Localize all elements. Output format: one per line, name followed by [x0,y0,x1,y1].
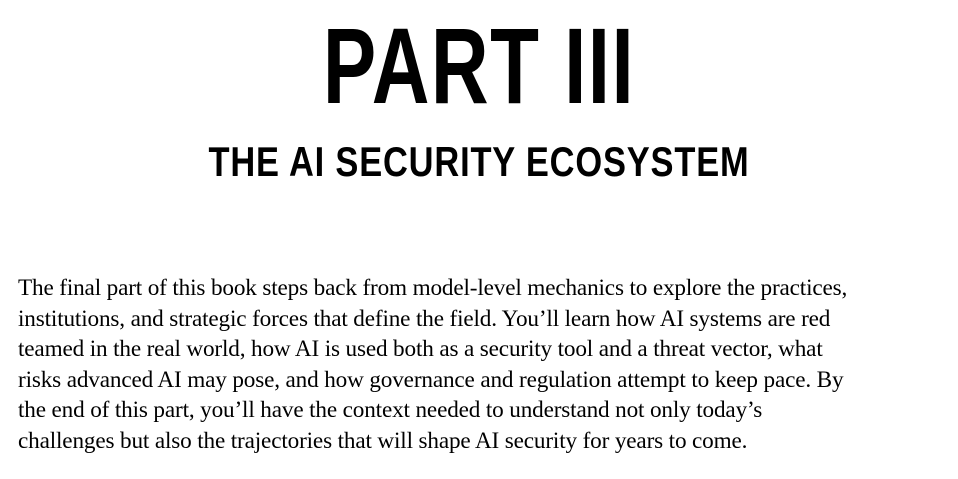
part-number-heading: PART III [322,5,636,126]
intro-line: risks advanced AI may pose, and how governance and regulation attempt to keep pace. By [18,366,844,393]
intro-line: the end of this part, you’ll have the context needed to understand not only today’s [18,397,763,424]
intro-line: institutions, and strategic forces that define the field. You’ll learn how AI systems are red [18,305,831,332]
part-intro-paragraph [18,273,948,457]
intro-line: The final part of this book steps back from model-level mechanics to explore the practices, [18,275,848,301]
intro-line: teamed in the real world, how AI is used both as a security tool and a threat vector, what [18,336,823,363]
intro-line: challenges but also the trajectories that will shape AI security for years to come. [18,427,748,454]
part-title-heading: THE AI SECURITY ECOSYSTEM [208,138,750,185]
